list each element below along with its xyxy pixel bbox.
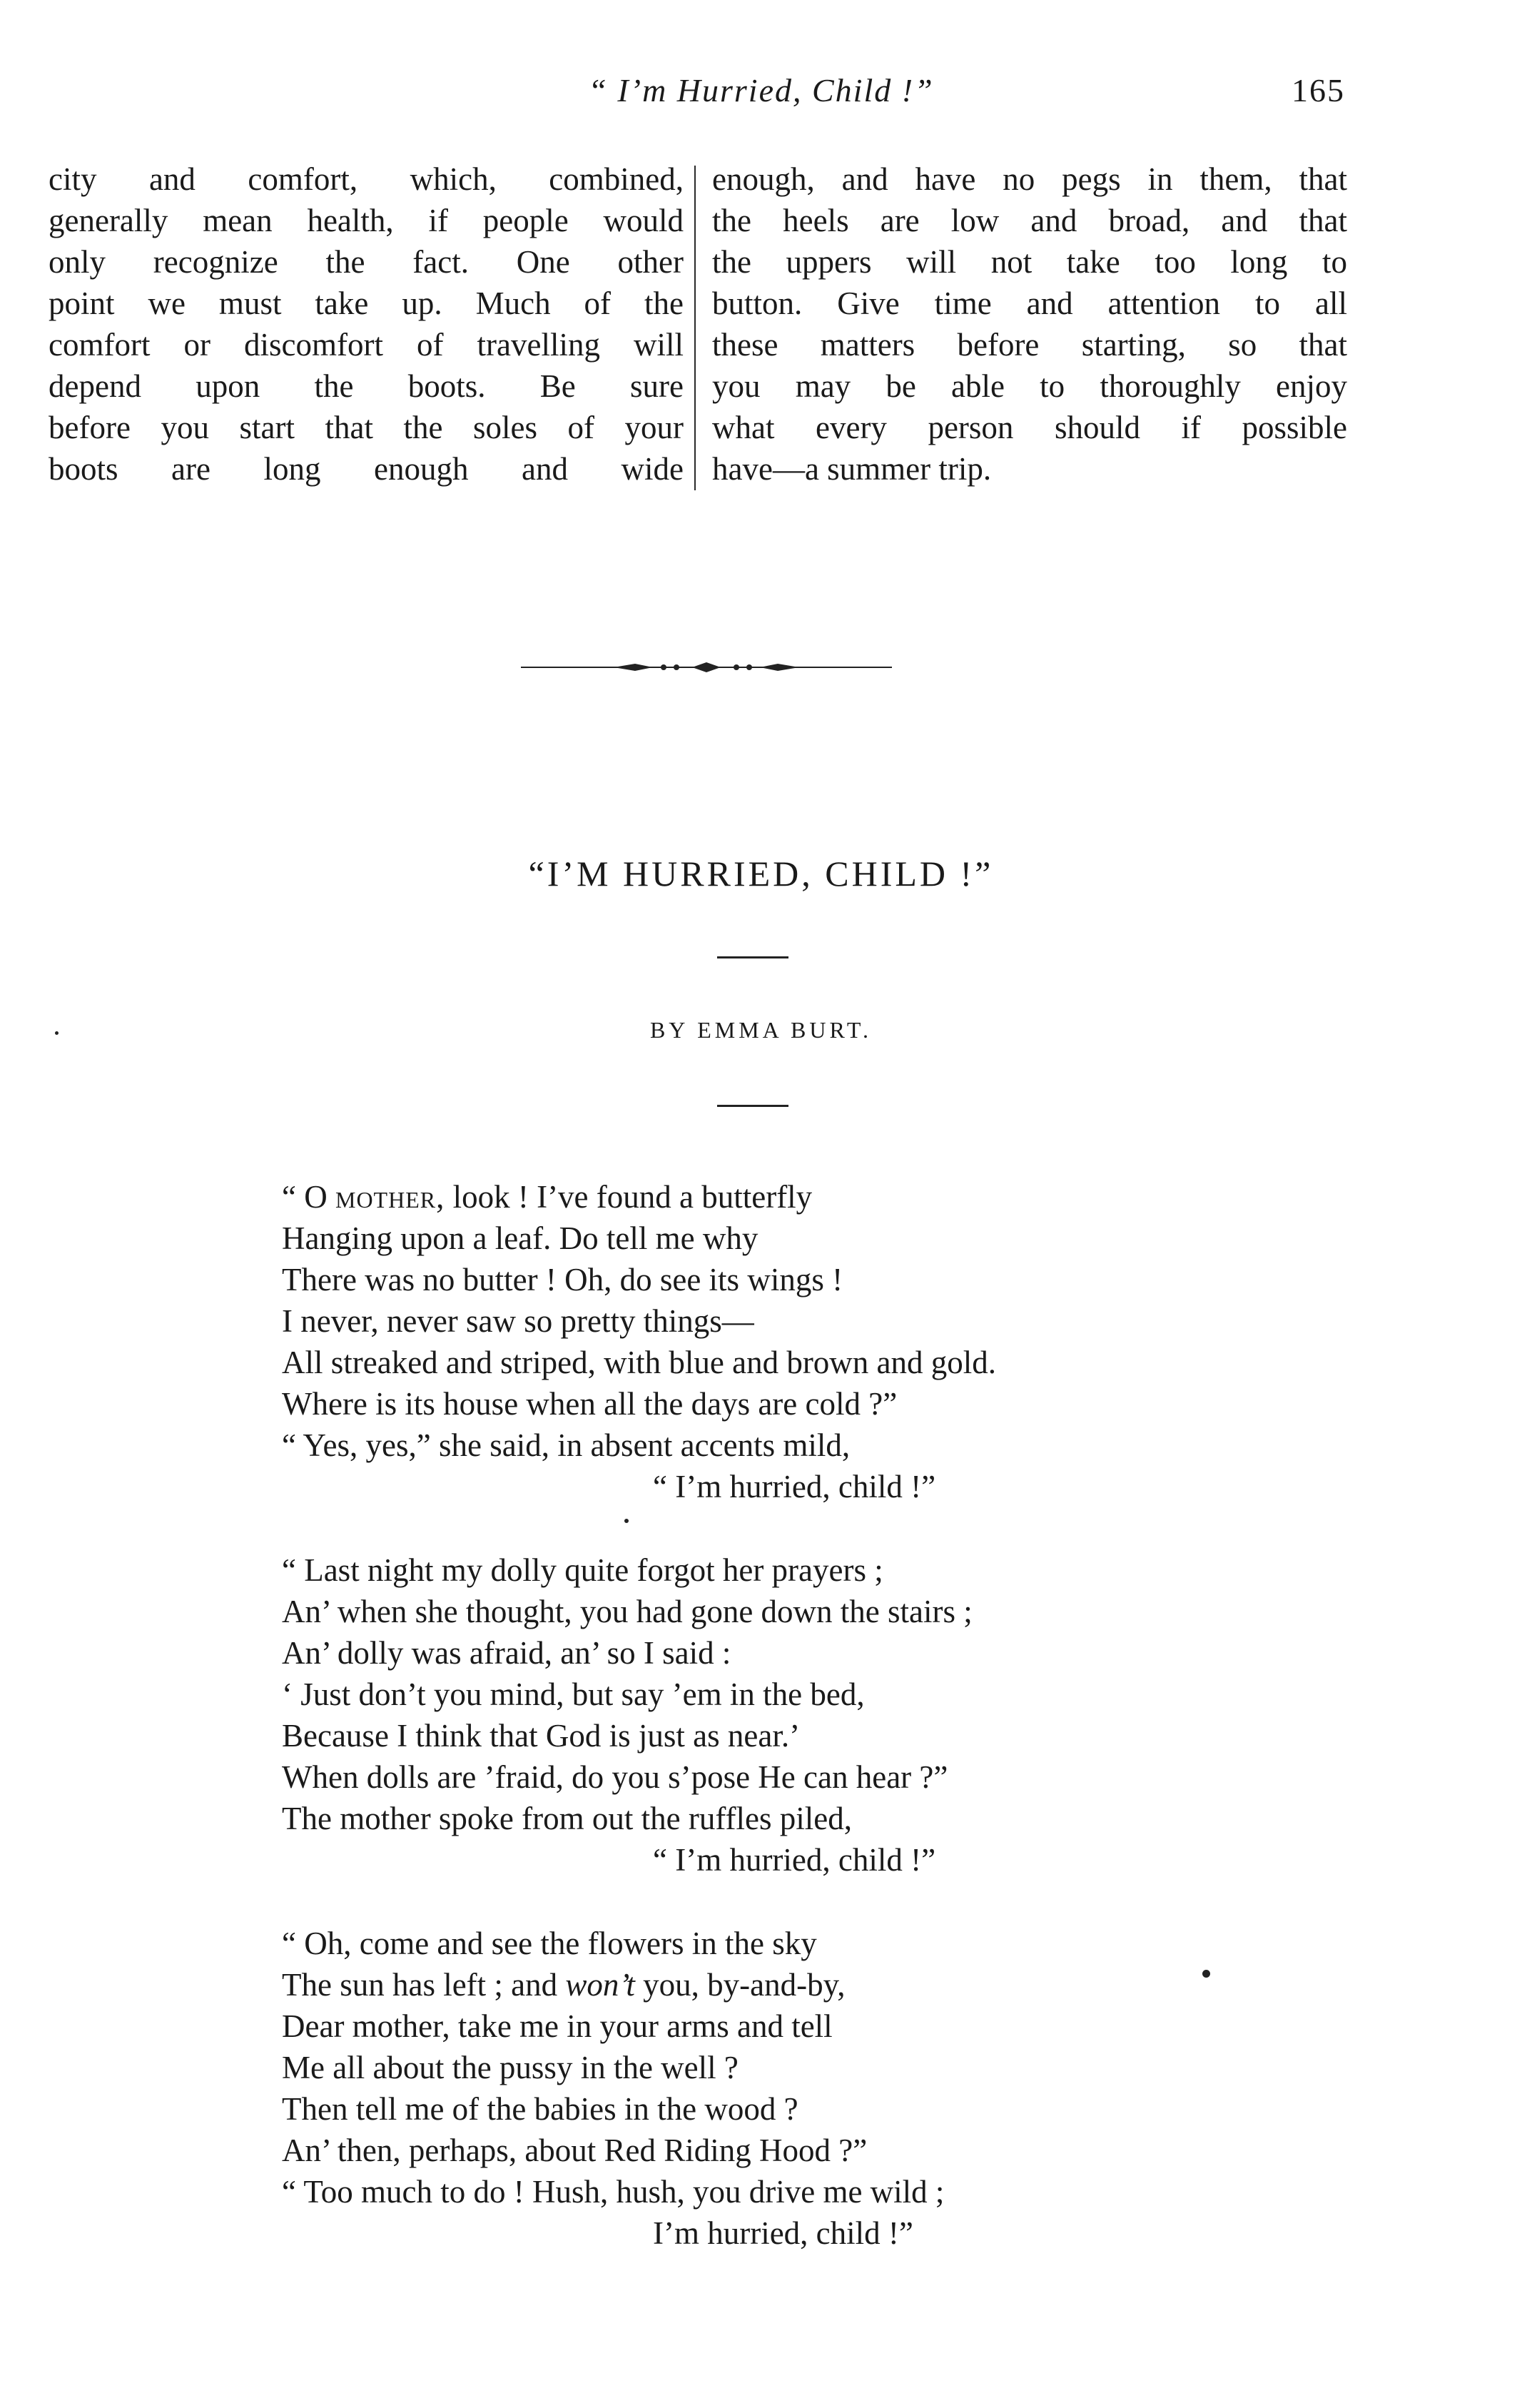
verse-line: I never, never saw so pretty things— <box>282 1303 754 1339</box>
verse-line: ‘ Just don’t you mind, but say ’em in the bed, <box>282 1676 865 1712</box>
verse-line: Dear mother, take me in your arms and tell <box>282 2008 833 2044</box>
verse-open-quote: “ O <box>282 1179 335 1215</box>
prose-line: you may be able to thoroughly enjoy <box>712 368 1347 404</box>
prose-line: what every person should if possible <box>712 410 1347 445</box>
prose-line: only recognize the fact. One other <box>49 244 684 280</box>
stanza-3 <box>282 1923 1281 2254</box>
verse-line: An’ dolly was afraid, an’ so I said : <box>282 1635 731 1671</box>
poem-byline: BY EMMA BURT. <box>649 1017 873 1043</box>
verse-italic: won’t <box>565 1967 635 2003</box>
verse-line: When dolls are ’fraid, do you s’pose He can hear ?” <box>282 1759 948 1795</box>
verse-line: “ Yes, yes,” she said, in absent accents mild, <box>282 1427 851 1463</box>
prose-line: comfort or discomfort of travelling will <box>49 327 684 363</box>
prose-line: enough, and have no pegs in them, that <box>712 161 1347 197</box>
verse-line: An’ then, perhaps, about Red Riding Hood ?” <box>282 2133 868 2168</box>
stanza-1 <box>282 1176 1281 1507</box>
verse-text: look ! I’ve found a butterfly <box>445 1179 813 1215</box>
verse-line: An’ when she thought, you had gone down the stairs ; <box>282 1594 973 1629</box>
verse-small-caps: mother, <box>335 1179 445 1215</box>
verse-line: “ Too much to do ! Hush, hush, you drive me wild ; <box>282 2174 945 2210</box>
verse-line: “ Last night my dolly quite forgot her prayers ; <box>282 1552 883 1588</box>
prose-line: the heels are low and broad, and that <box>712 203 1347 238</box>
verse-line: “ Oh, come and see the flowers in the sky <box>282 1926 817 1961</box>
poem-title: “I’M HURRIED, CHILD !” <box>528 854 994 894</box>
verse-line: All streaked and striped, with blue and brown and gold. <box>282 1345 997 1380</box>
poem-body <box>282 1176 1281 2296</box>
verse-line <box>282 1964 1281 2005</box>
prose-line: boots are long enough and wide <box>49 451 684 487</box>
verse-text: you, by-and-by, <box>634 1967 846 2003</box>
refrain-line: “ I’m hurried, child !” <box>653 1842 936 1878</box>
verse-line: Hanging upon a leaf. Do tell me why <box>282 1220 759 1256</box>
prose-left-column <box>49 158 684 490</box>
print-speck <box>1202 1970 1210 1978</box>
prose-line: button. Give time and attention to all <box>712 285 1347 321</box>
prose-line: these matters before starting, so that <box>712 327 1347 363</box>
prose-line: the uppers will not take too long to <box>712 244 1347 280</box>
verse-line: Then tell me of the babies in the wood ? <box>282 2091 798 2127</box>
prose-line: point we must take up. Much of the <box>49 285 684 321</box>
title-rule <box>717 956 788 958</box>
print-speck <box>624 1519 629 1523</box>
verse-line: There was no butter ! Oh, do see its wings ! <box>282 1262 843 1297</box>
prose-line: city and comfort, which, combined, <box>49 161 684 197</box>
byline-rule <box>717 1105 788 1107</box>
prose-line: before you start that the soles of your <box>49 410 684 445</box>
verse-line: Where is its house when all the days are cold ?” <box>282 1386 898 1422</box>
ornamental-divider <box>521 657 892 678</box>
prose-line: have—a summer trip. <box>712 451 992 487</box>
prose-right-column <box>712 158 1347 490</box>
prose-columns <box>49 158 1347 494</box>
print-speck <box>55 1031 59 1035</box>
prose-line: generally mean health, if people would <box>49 203 684 238</box>
stanza-2 <box>282 1549 1281 1881</box>
page-number: 165 <box>1292 72 1345 108</box>
verse-line: Because I think that God is just as near.’ <box>282 1718 801 1754</box>
verse-line: Me all about the pussy in the well ? <box>282 2050 739 2085</box>
refrain-line: I’m hurried, child !” <box>653 2215 913 2251</box>
refrain-line: “ I’m hurried, child !” <box>653 1469 936 1504</box>
verse-text: The sun has left ; and <box>282 1967 566 2003</box>
prose-line: depend upon the boots. Be sure <box>49 368 684 404</box>
verse-line: The mother spoke from out the ruffles piled, <box>282 1801 852 1836</box>
column-rule <box>694 166 696 490</box>
verse-line <box>282 1176 1281 1218</box>
running-head: “ I’m Hurried, Child !” <box>588 72 934 108</box>
